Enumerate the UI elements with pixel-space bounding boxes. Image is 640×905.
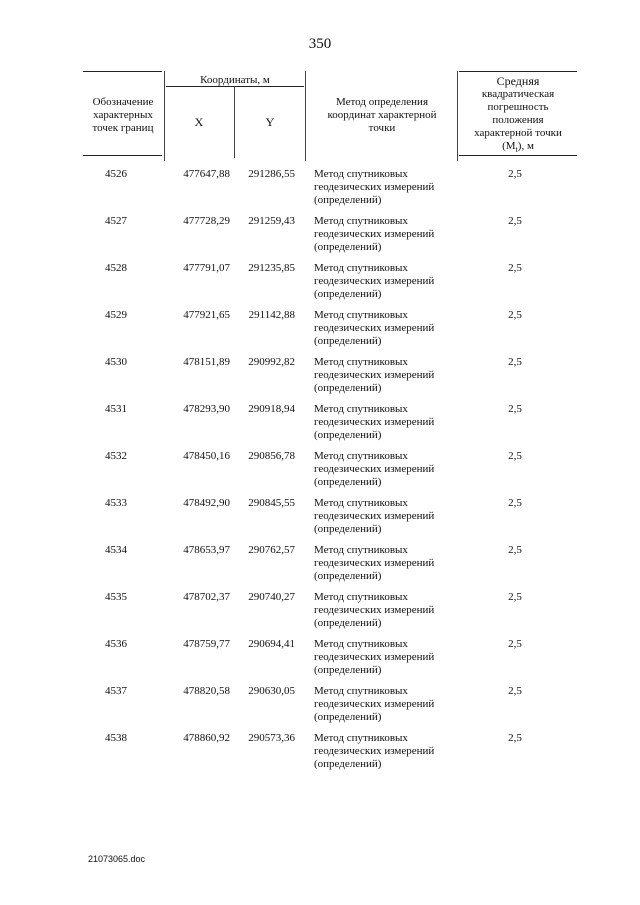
col-x-header: X <box>194 115 204 129</box>
point-id: 4533 <box>105 497 127 509</box>
coord-y: 290762,57 <box>248 544 295 556</box>
point-id: 4529 <box>105 309 127 321</box>
table-row <box>0 403 640 450</box>
table-row <box>0 591 640 638</box>
header-divider-2 <box>234 86 235 158</box>
coord-y: 290856,78 <box>248 450 295 462</box>
col-error-header: Средняя квадратическая погрешность положения характерной точки $(M_t)$, м <box>474 74 562 155</box>
error-value: 2,5 <box>508 262 522 274</box>
table-row <box>0 544 640 591</box>
error-value: 2,5 <box>508 450 522 462</box>
method-cell: Метод спутниковых геодезических измерений (определений) <box>314 168 435 206</box>
point-id: 4526 <box>105 168 127 180</box>
table-body <box>0 168 640 779</box>
error-value: 2,5 <box>508 309 522 321</box>
error-value: 2,5 <box>508 403 522 415</box>
method-cell: Метод спутниковых геодезических измерений (определений) <box>314 732 435 770</box>
table-row <box>0 732 640 779</box>
col-y-header: Y <box>265 115 275 129</box>
coord-x: 477791,07 <box>183 262 230 274</box>
error-value: 2,5 <box>508 638 522 650</box>
point-id: 4534 <box>105 544 127 556</box>
table-row <box>0 497 640 544</box>
footer-filename: 21073065.doc <box>88 854 146 864</box>
table-top-rule <box>83 71 162 72</box>
table-row <box>0 450 640 497</box>
point-id: 4535 <box>105 591 127 603</box>
method-cell: Метод спутниковых геодезических измерений (определений) <box>314 497 435 535</box>
table-row <box>0 685 640 732</box>
coord-y: 291259,43 <box>248 215 295 227</box>
coord-y: 290845,55 <box>248 497 295 509</box>
point-id: 4531 <box>105 403 127 415</box>
point-id: 4527 <box>105 215 127 227</box>
coord-x: 477728,29 <box>183 215 230 227</box>
method-cell: Метод спутниковых геодезических измерений (определений) <box>314 262 435 300</box>
method-cell: Метод спутниковых геодезических измерений (определений) <box>314 403 435 441</box>
error-value: 2,5 <box>508 544 522 556</box>
table-row <box>0 309 640 356</box>
error-value: 2,5 <box>508 685 522 697</box>
col-method-header: Метод определения координат характерной точки <box>327 96 437 134</box>
coords-group-header: Координаты, м <box>200 74 270 86</box>
point-id: 4537 <box>105 685 127 697</box>
coord-y: 290918,94 <box>248 403 295 415</box>
header-bottom-rule <box>83 155 162 156</box>
coord-x: 478293,90 <box>183 403 230 415</box>
col-point-header: Обозначение характерных точек границ <box>92 96 154 134</box>
method-cell: Метод спутниковых геодезических измерений (определений) <box>314 685 435 723</box>
point-id: 4528 <box>105 262 127 274</box>
table-row <box>0 262 640 309</box>
coord-y: 290694,41 <box>248 638 295 650</box>
coord-x: 478450,16 <box>183 450 230 462</box>
error-value: 2,5 <box>508 591 522 603</box>
coord-x: 478653,97 <box>183 544 230 556</box>
method-cell: Метод спутниковых геодезических измерений (определений) <box>314 309 435 347</box>
point-id: 4538 <box>105 732 127 744</box>
method-cell: Метод спутниковых геодезических измерений (определений) <box>314 544 435 582</box>
table-row <box>0 168 640 215</box>
method-cell: Метод спутниковых геодезических измерений (определений) <box>314 215 435 253</box>
header-divider-3 <box>305 71 306 161</box>
method-cell: Метод спутниковых геодезических измерений (определений) <box>314 450 435 488</box>
error-value: 2,5 <box>508 497 522 509</box>
coord-x: 478820,58 <box>183 685 230 697</box>
table-row <box>0 356 640 403</box>
table-row <box>0 215 640 262</box>
coord-x: 477921,65 <box>183 309 230 321</box>
error-value: 2,5 <box>508 356 522 368</box>
header-divider-1 <box>164 71 165 161</box>
table-top-rule-right <box>459 71 577 72</box>
error-value: 2,5 <box>508 215 522 227</box>
coord-x: 478759,77 <box>183 638 230 650</box>
coord-y: 291286,55 <box>248 168 295 180</box>
point-id: 4532 <box>105 450 127 462</box>
coord-y: 290630,05 <box>248 685 295 697</box>
coord-x: 478860,92 <box>183 732 230 744</box>
header-divider-4 <box>457 71 458 161</box>
method-cell: Метод спутниковых геодезических измерений (определений) <box>314 591 435 629</box>
error-value: 2,5 <box>508 168 522 180</box>
coord-x: 478151,89 <box>183 356 230 368</box>
coord-y: 291235,85 <box>248 262 295 274</box>
point-id: 4536 <box>105 638 127 650</box>
coord-y: 291142,88 <box>248 309 295 321</box>
point-id: 4530 <box>105 356 127 368</box>
coord-y: 290992,82 <box>248 356 295 368</box>
coord-x: 478492,90 <box>183 497 230 509</box>
method-cell: Метод спутниковых геодезических измерений (определений) <box>314 638 435 676</box>
page-number: 350 <box>308 36 332 52</box>
error-value: 2,5 <box>508 732 522 744</box>
coord-y: 290740,27 <box>248 591 295 603</box>
method-cell: Метод спутниковых геодезических измерений (определений) <box>314 356 435 394</box>
coord-x: 477647,88 <box>183 168 230 180</box>
coord-x: 478702,37 <box>183 591 230 603</box>
table-row <box>0 638 640 685</box>
coord-y: 290573,36 <box>248 732 295 744</box>
